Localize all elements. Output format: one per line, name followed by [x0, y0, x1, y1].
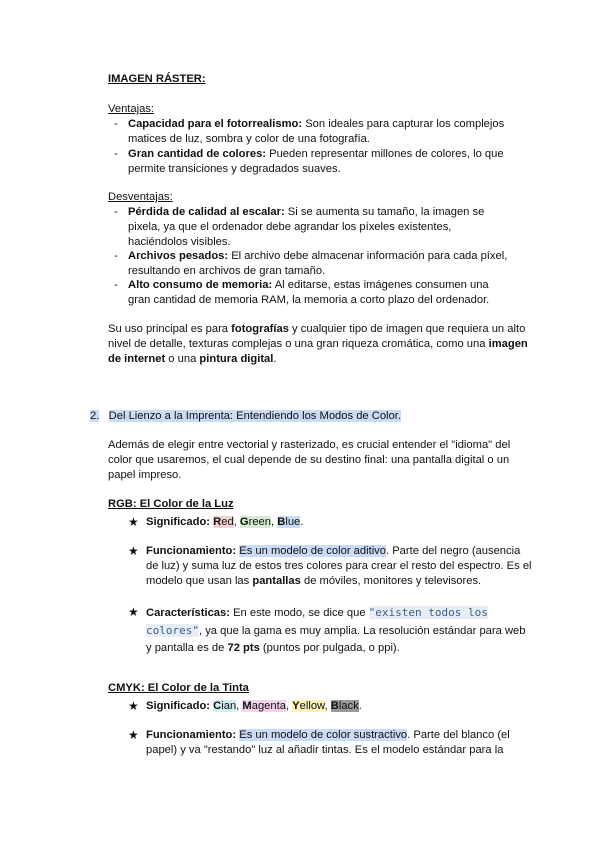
rgb-meaning-item: ★ Significado: Red, Green, Blue. [128, 515, 304, 529]
cmyk-function-item: ★ Funcionamiento: Es un modelo de color sustractivo. Parte del blanco (el papel) y va "restando" luz al añadir tintas. Es el modelo estándar para la [128, 728, 510, 756]
dash-bullet: - [114, 118, 118, 130]
disadvantages-label: Desventajas: [108, 191, 173, 203]
cmyk-title: CMYK: El Color de la Tinta [108, 682, 249, 694]
star-bullet: ★ [128, 605, 139, 619]
section-2-intro: Además de elegir entre vectorial y rasterizado, es crucial entender el "idioma" del color que usaremos, el cual depende de su destino final: una pantalla digital o un papel impreso. [108, 439, 511, 481]
star-bullet: ★ [128, 699, 139, 713]
dash-bullet: - [114, 206, 118, 218]
rgb-function-item: ★ Funcionamiento: Es un modelo de color aditivo. Parte del negro (ausencia de luz) y suma luz de estos tres colores para crear el resto del espectro. Es el modelo que usan las pantallas de móviles, monitores y televisores. [128, 544, 532, 587]
rgb-characteristics-item: ★ Características: En este modo, se dice que "existen todos los colores", ya que la gama es muy amplia. La resolución estándar para web y pantalla es de 72 pts (puntos por pulgada, o ppi). [128, 605, 526, 654]
star-bullet: ★ [128, 544, 139, 558]
dash-bullet: - [114, 279, 118, 291]
disadvantage-item: - Alto consumo de memoria: Al editarse, estas imágenes consumen una gran cantidad de memoria RAM, la memoria a corto plazo del ordenador. [114, 279, 490, 306]
dash-bullet: - [114, 250, 118, 262]
advantages-label: Ventajas: [108, 103, 155, 115]
cmyk-meaning-item: ★ Significado: Cian, Magenta, Yellow, Black. [128, 699, 362, 713]
dash-bullet: - [114, 148, 118, 160]
disadvantage-item: - Pérdida de calidad al escalar: Si se aumenta su tamaño, la imagen se pixela, ya que el ordenador debe agrandar los píxeles existentes, haciéndolos visibles. [114, 206, 485, 248]
section-2-heading: 2. Del Lienzo a la Imprenta: Entendiendo los Modos de Color. [90, 410, 401, 422]
disadvantage-item: - Archivos pesados: El archivo debe almacenar información para cada píxel, resultando en archivos de gran tamaño. [114, 250, 508, 277]
star-bullet: ★ [128, 728, 139, 742]
star-bullet: ★ [128, 515, 139, 529]
advantage-item: - Capacidad para el fotorrealismo: Son ideales para capturar los complejos matices de luz, sombra y color de una fotografía. [114, 118, 505, 145]
raster-title: IMAGEN RÁSTER: [108, 73, 206, 85]
raster-usage-paragraph: Su uso principal es para fotografías y cualquier tipo de imagen que requiera un alto nivel de detalle, texturas complejas o una gran riqueza cromática, como una imagen de internet o una pintura digital. [108, 323, 528, 365]
advantage-item: - Gran cantidad de colores: Pueden representar millones de colores, lo que permite transiciones y degradados suaves. [114, 148, 504, 175]
rgb-title: RGB: El Color de la Luz [108, 498, 234, 510]
